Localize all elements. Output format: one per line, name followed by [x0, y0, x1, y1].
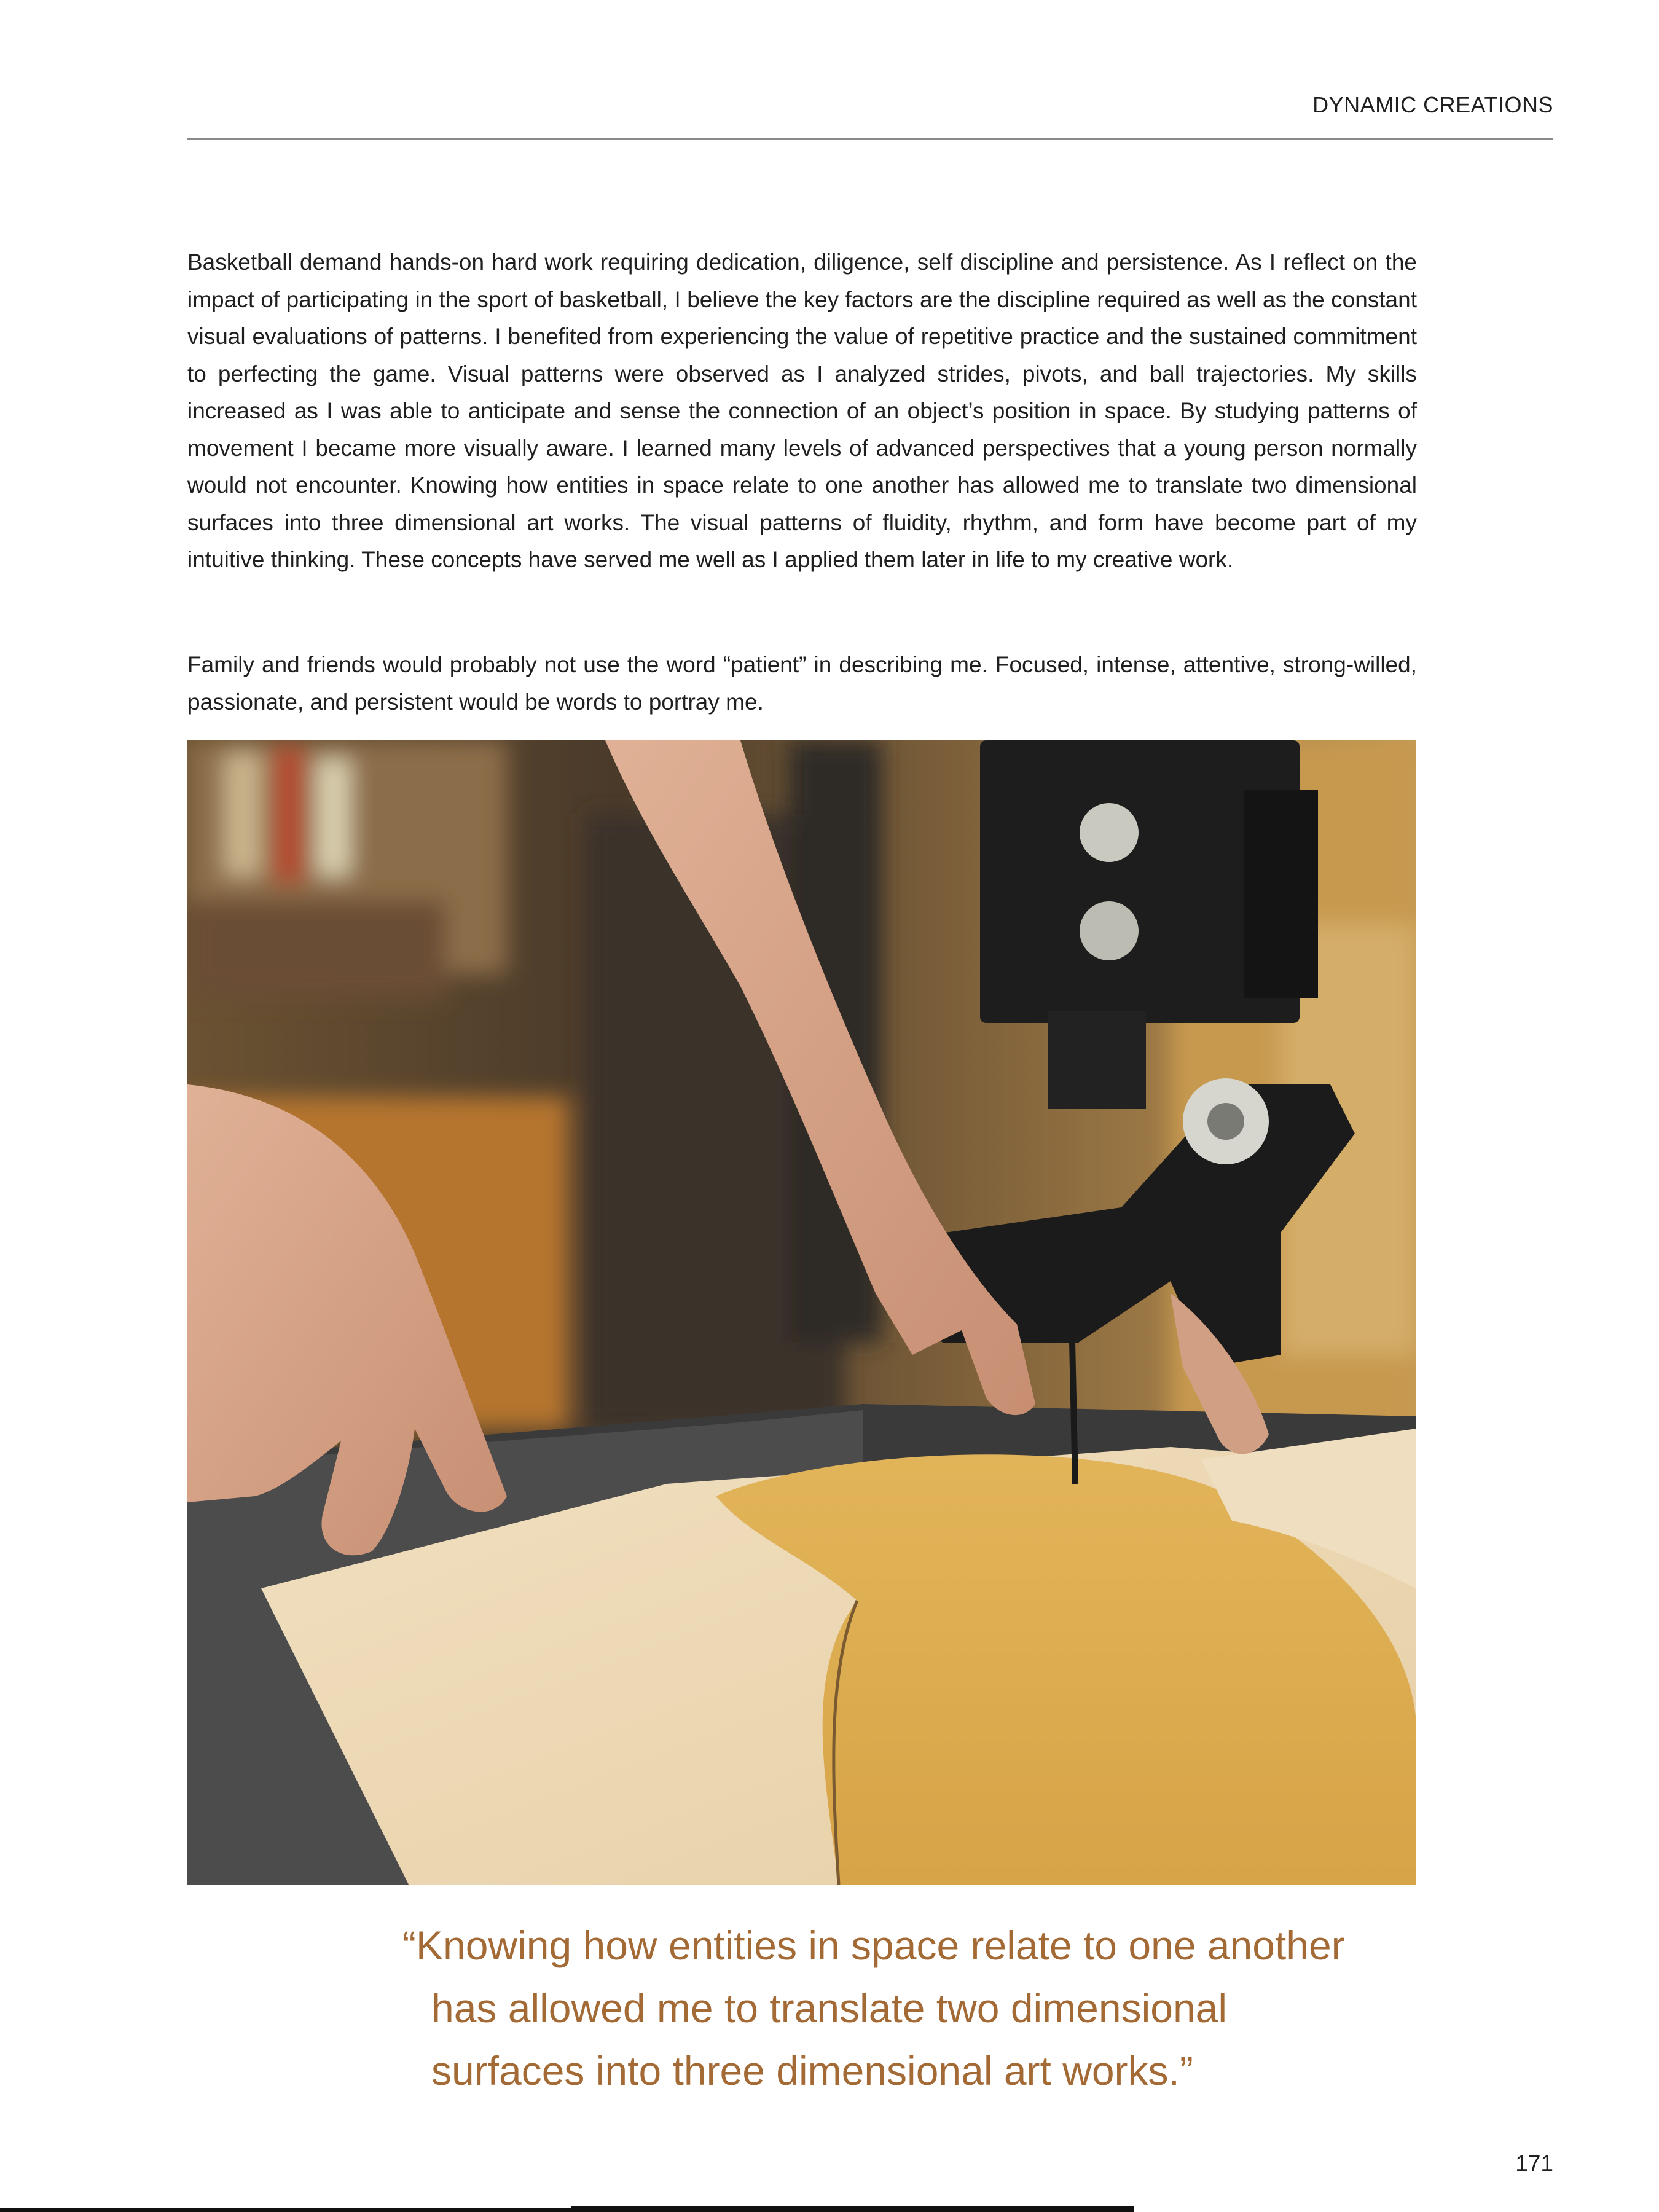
pull-quote-line-1: “Knowing how entities in space relate to one another: [402, 1923, 1345, 1968]
pull-quote-line-3: surfaces into three dimensional art works.”: [431, 2048, 1193, 2093]
pull-quote: [402, 1914, 1447, 2102]
body-paragraph-1: Basketball demand hands-on hard work requiring dedication, diligence, self discipline and persistence. As I reflect on the impact of participating in the sport of basketball, I believe the key factors are the discipline required as well as the constant visual evaluations of patterns. I benefited from experiencing the value of repetitive practice and the sustained commitment to perfecting the game. Visual patterns were observed as I analyzed strides, pivots, and ball trajectories. My skills increased as I was able to anticipate and sense the connection of an object’s position in space. By studying patterns of movement I became more visually aware. I learned many levels of advanced perspectives that a young person normally would not encounter. Knowing how entities in space relate to one another has allowed me to translate two dimensional surfaces into three dimensional art works. The visual patterns of fluidity, rhythm, and form have become part of my intuitive thinking. These concepts have served me well as I applied them later in life to my creative work.: [187, 249, 1417, 572]
band-saw-woodworking-photo-icon: [187, 740, 1416, 1885]
band-saw-photo: [187, 740, 1416, 1885]
pull-quote-line-2: has allowed me to translate two dimensional: [431, 1985, 1228, 2031]
page-number: 171: [1515, 2151, 1553, 2176]
bottom-edge-bar-left: [0, 2208, 571, 2212]
running-header: DYNAMIC CREATIONS: [1312, 92, 1553, 117]
body-paragraph-2: Family and friends would probably not use the word “patient” in describing me. Focused, intense, attentive, strong-willed, passionate, and persistent would be words to portray me.: [187, 652, 1417, 715]
header-divider: [187, 138, 1553, 140]
bottom-edge-bar-right: [571, 2206, 1134, 2212]
